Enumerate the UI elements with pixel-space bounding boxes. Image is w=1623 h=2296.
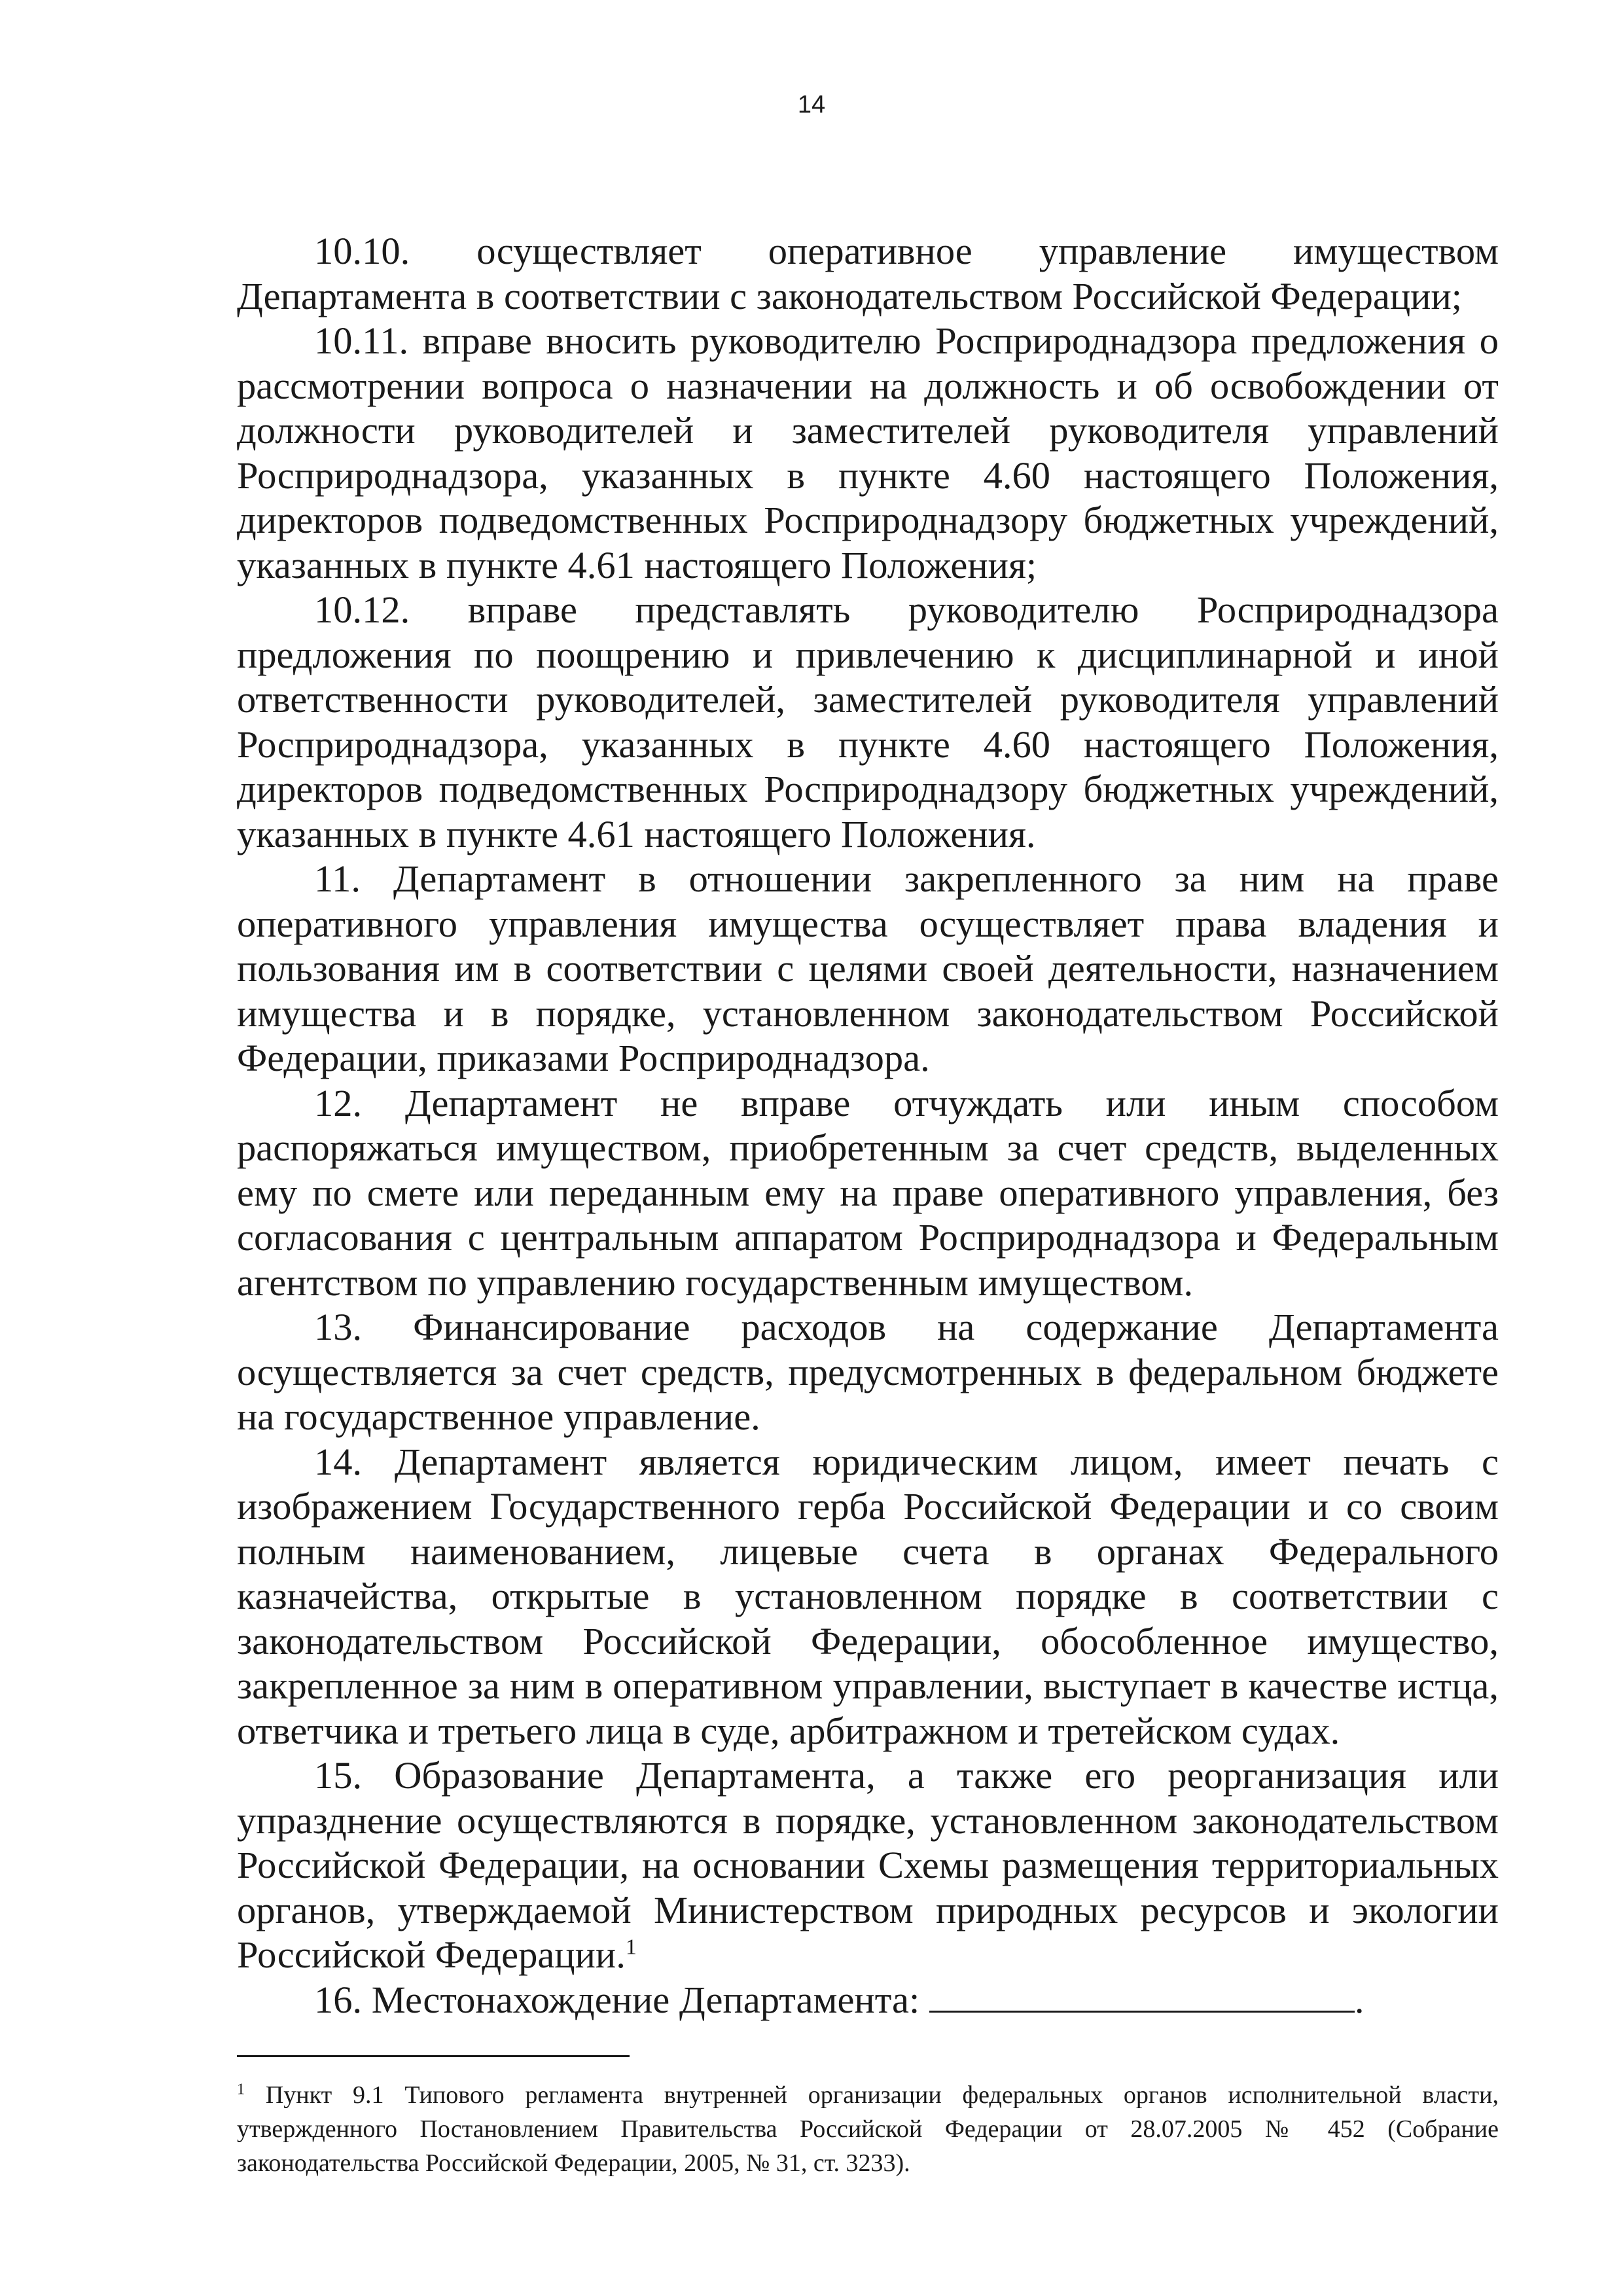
- paragraph-11: 11. Департамент в отношении закрепленного за ним на праве оперативного управления имущества осуществляет права владения и пользования им в соответствии с целями своей деятельности, назначением имущества и в порядке, установленном законодательством Российской Федерации, приказами Росприроднадзора.: [237, 857, 1499, 1079]
- paragraph-15-text: 15. Образование Департамента, а также его реорганизация или упразднение осуществляются в порядке, установленном законодательством Российской Федерации, на основании Схемы размещения территориальных органов, утверждаемой Министерством природных ресурсов и экологии Российской Федерации.: [237, 1754, 1499, 1976]
- footnote-text: Пункт 9.1 Типового регламента внутренней организации федеральных органов исполнительной власти, утвержденного Постановлением Правительства Российской Федерации от 28.07.2005 № 452 (Собрание законодательства Российской Федерации, 2005, № 31, ст. 3233).: [237, 2081, 1499, 2177]
- page-number: 14: [797, 91, 826, 118]
- paragraph-10-10: 10.10. осуществляет оперативное управление имуществом Департамента в соответствии с законодательством Российской Федерации;: [237, 230, 1499, 317]
- location-blank-field: [929, 1978, 1355, 2013]
- document-body: [237, 229, 1499, 2022]
- paragraph-10-11: 10.11. вправе вносить руководителю Росприроднадзора предложения о рассмотрении вопроса о назначении на должность и об освобождении от должности руководителей и заместителей руководителя управлений Росприроднадзора, указанных в пункте 4.60 настоящего Положения, директоров подведомственных Росприроднадзору бюджетных учреждений, указанных в пункте 4.61 настоящего Положения;: [237, 319, 1499, 586]
- paragraph-15: [237, 1753, 1499, 1978]
- footnote: [237, 2078, 1499, 2180]
- paragraph-16: [237, 1978, 1499, 2023]
- footnote-separator: [237, 2055, 630, 2057]
- footnote-reference[interactable]: 1: [625, 1935, 637, 1960]
- location-label: 16. Местонахождение Департамента:: [314, 1978, 920, 2021]
- paragraph-12: 12. Департамент не вправе отчуждать или иным способом распоряжаться имуществом, приобретенным за счет средств, выделенных ему по смете или переданным ему на праве оперативного управления, без согласования с центральным аппаратом Росприроднадзора и Федеральным агентством по управлению государственным имуществом.: [237, 1081, 1499, 1304]
- location-end-punctuation: .: [1354, 1978, 1364, 2021]
- paragraph-13: 13. Финансирование расходов на содержание Департамента осуществляется за счет средств, предусмотренных в федеральном бюджете на государственное управление.: [237, 1306, 1499, 1438]
- paragraph-10-12: 10.12. вправе представлять руководителю Росприроднадзора предложения по поощрению и привлечению к дисциплинарной и иной ответственности руководителей, заместителей руководителя управлений Росприроднадзора, указанных в пункте 4.60 настоящего Положения, директоров подведомственных Росприроднадзору бюджетных учреждений, указанных в пункте 4.61 настоящего Положения.: [237, 588, 1499, 855]
- paragraph-14: 14. Департамент является юридическим лицом, имеет печать с изображением Государственного герба Российской Федерации и со своим полным наименованием, лицевые счета в органах Федерального казначейства, открытые в установленном порядке в соответствии с законодательством Российской Федерации, обособленное имущество, закрепленное за ним в оперативном управлении, выступает в качестве истца, ответчика и третьего лица в суде, арбитражном и третейском судах.: [237, 1440, 1499, 1752]
- footnote-mark: 1: [237, 2081, 245, 2098]
